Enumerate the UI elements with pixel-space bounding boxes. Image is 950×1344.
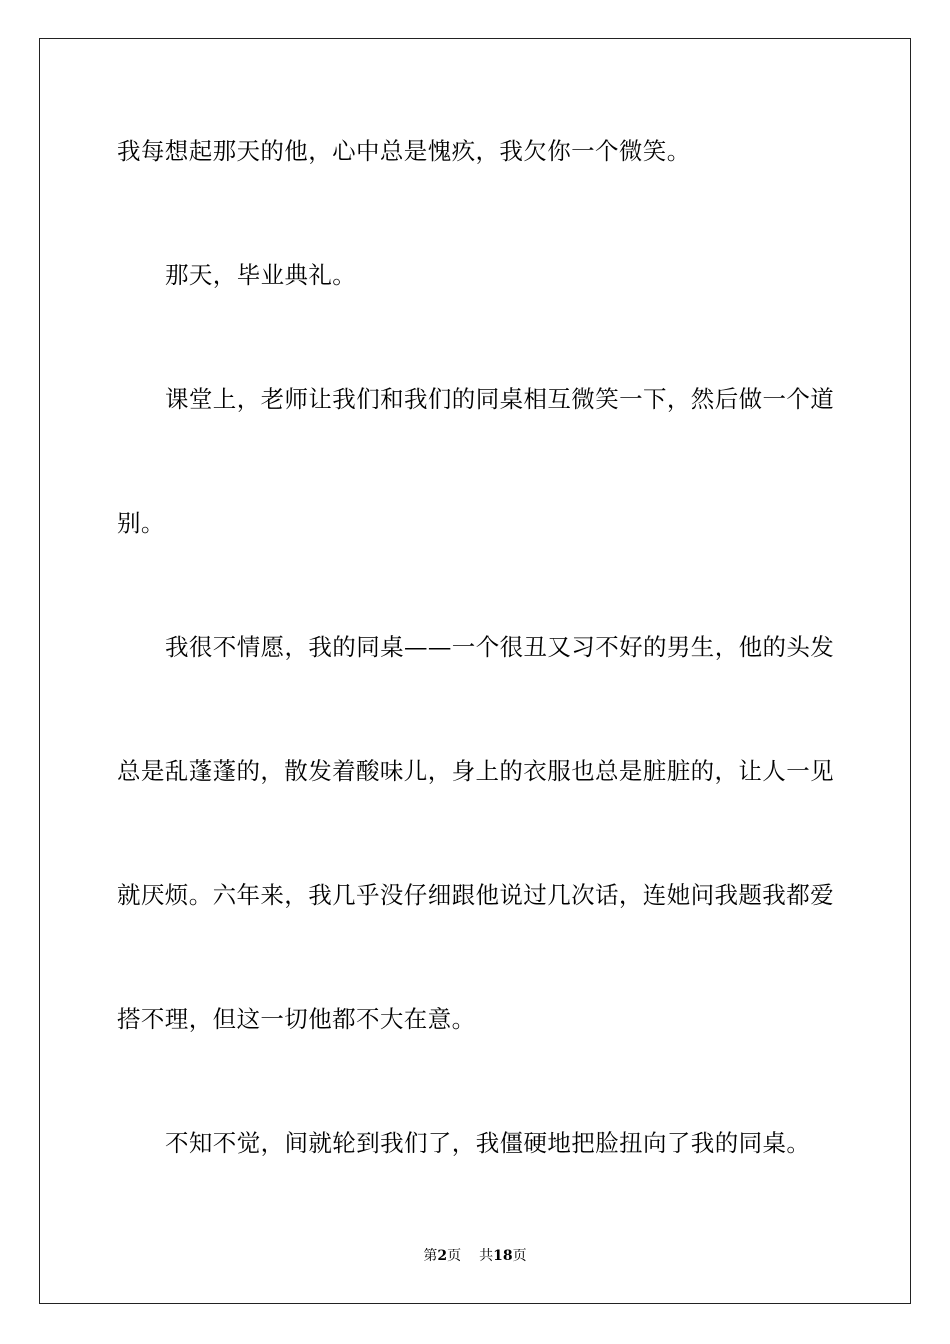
paragraph-4-line-3: 就厌烦。六年来，我几乎没仔细跟他说过几次话，连她问我题我都爱 [117,881,834,909]
paragraph-gap [117,1050,835,1112]
footer-total-prefix: 共 [479,1248,494,1264]
footer-page-suffix: 页 [447,1248,462,1264]
paragraph-4-line-2: 总是乱蓬蓬的，散发着酸味儿，身上的衣服也总是脏脏的，让人一见 [117,757,834,785]
paragraph-gap [117,182,835,244]
paragraph-5-line-1: 不知不觉，间就轮到我们了，我僵硬地把脸扭向了我的同桌。 [165,1129,811,1157]
footer-total-pages: 18 [493,1248,513,1264]
footer-page-number: 2 [437,1248,448,1264]
document-body [117,120,835,1174]
paragraph-gap [117,926,835,988]
paragraph-4-line-4: 搭不理，但这一切他都不大在意。 [117,1005,476,1033]
paragraph-gap [117,554,835,616]
footer-total-suffix: 页 [512,1248,527,1264]
paragraph-gap [117,306,835,368]
paragraph-gap [117,678,835,740]
paragraph-3-line-2: 别。 [117,509,165,537]
paragraph-4-line-1: 我很不情愿，我的同桌——一个很丑又习不好的男生，他的头发 [165,633,835,661]
page-footer [0,1245,950,1265]
paragraph-gap [117,802,835,864]
paragraph-1-line-1: 我每想起那天的他，心中总是愧疚，我欠你一个微笑。 [117,137,691,165]
footer-page-prefix: 第 [423,1248,438,1264]
paragraph-gap [117,430,835,492]
paragraph-3-line-1: 课堂上，老师让我们和我们的同桌相互微笑一下，然后做一个道 [165,385,835,413]
paragraph-2-line-1: 那天，毕业典礼。 [165,261,357,289]
